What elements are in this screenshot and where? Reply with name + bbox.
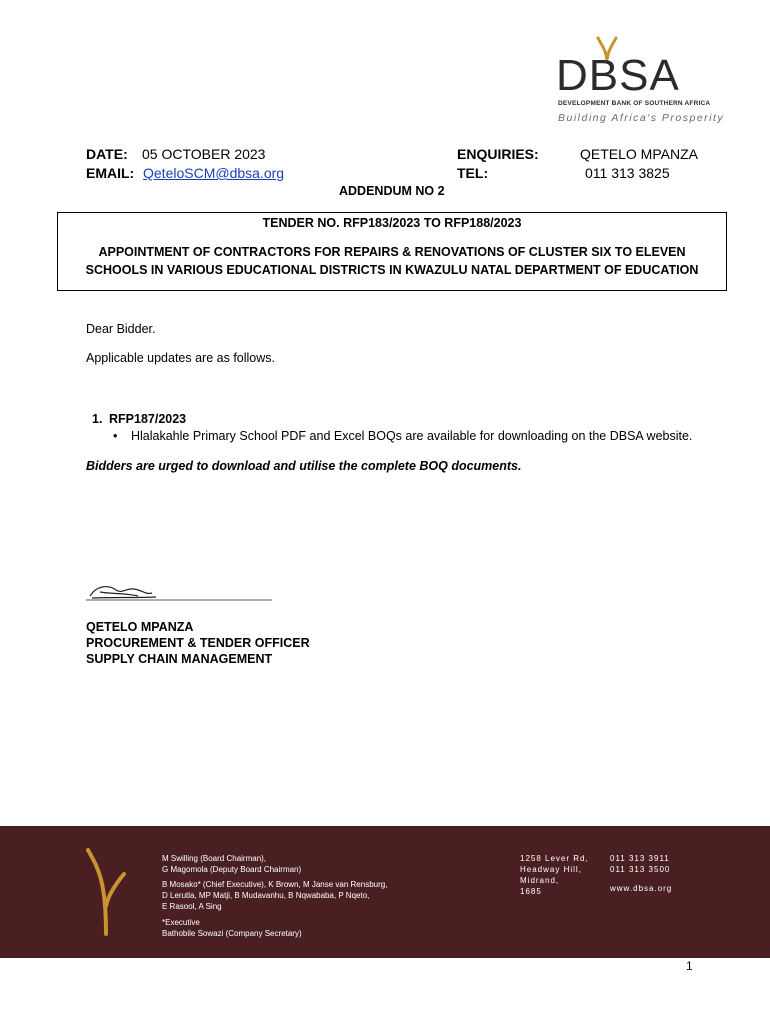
enquiries-label: ENQUIRIES: — [457, 146, 539, 162]
notice-text: Bidders are urged to download and utilise the complete BOQ documents. — [86, 459, 522, 473]
signatory-title: PROCUREMENT & TENDER OFFICER — [86, 636, 310, 650]
address-line4: 1685 — [520, 887, 542, 896]
board-line1: M Swilling (Board Chairman), — [162, 854, 267, 863]
bullet-icon: • — [113, 429, 118, 443]
date-value: 05 OCTOBER 2023 — [142, 146, 266, 162]
phone-1: 011 313 3911 — [610, 854, 670, 863]
enquiries-value: QETELO MPANZA — [580, 146, 698, 162]
tender-title-line2: SCHOOLS IN VARIOUS EDUCATIONAL DISTRICTS IN KWAZULU NATAL DEPARTMENT OF EDUCATION — [85, 263, 699, 277]
tender-number: TENDER NO. RFP183/2023 TO RFP188/2023 — [262, 216, 522, 230]
exec-note: *Executive — [162, 918, 200, 927]
intro-text: Applicable updates are as follows. — [86, 351, 276, 365]
page-number: 1 — [686, 959, 693, 973]
tel-label: TEL: — [457, 165, 489, 181]
board-line5: E Rasool, A Sing — [162, 902, 222, 911]
logo-letters: DBSA — [556, 51, 680, 100]
board-line3: B Mosako* (Chief Executive), K Brown, M Janse van Rensburg, — [162, 880, 388, 889]
greeting: Dear Bidder. — [86, 322, 156, 336]
phone-2: 011 313 3500 — [610, 865, 671, 874]
email-link[interactable]: QeteloSCM@dbsa.org — [143, 165, 285, 181]
item-title: RFP187/2023 — [109, 412, 187, 426]
dbsa-footer-mark-icon — [84, 846, 128, 938]
company-secretary: Bathobile Sowazi (Company Secretary) — [162, 929, 302, 938]
logo-subtitle: DEVELOPMENT BANK OF SOUTHERN AFRICA — [558, 100, 711, 107]
addendum-title: ADDENDUM NO 2 — [339, 184, 445, 198]
tender-box — [57, 212, 727, 291]
email-label: EMAIL: — [86, 165, 135, 181]
address-line3: Midrand, — [520, 876, 560, 885]
dbsa-logo — [556, 36, 725, 128]
tel-value: 011 313 3825 — [585, 165, 670, 181]
website-link[interactable]: www.dbsa.org — [610, 884, 673, 893]
address-line2: Headway Hill, — [520, 865, 582, 874]
board-line2: G Magomola (Deputy Board Chairman) — [162, 865, 302, 874]
signatory-department: SUPPLY CHAIN MANAGEMENT — [86, 652, 273, 666]
signature-image — [86, 580, 276, 604]
address-line1: 1258 Lever Rd, — [520, 854, 589, 863]
item-detail: Hlalakahle Primary School PDF and Excel BOQs are available for downloading on the DBSA website. — [131, 429, 693, 443]
logo-tagline: Building Africa's Prosperity — [558, 112, 725, 124]
item-number: 1. — [92, 412, 103, 426]
footer — [0, 826, 770, 958]
signatory-name: QETELO MPANZA — [86, 620, 194, 634]
tender-title-line1: APPOINTMENT OF CONTRACTORS FOR REPAIRS & RENOVATIONS OF CLUSTER SIX TO ELEVEN — [98, 245, 686, 259]
board-line4: D Lerutla, MP Matji, B Mudavanhu, B Nqwababa, P Nqeto, — [162, 891, 370, 900]
date-label: DATE: — [86, 146, 128, 162]
